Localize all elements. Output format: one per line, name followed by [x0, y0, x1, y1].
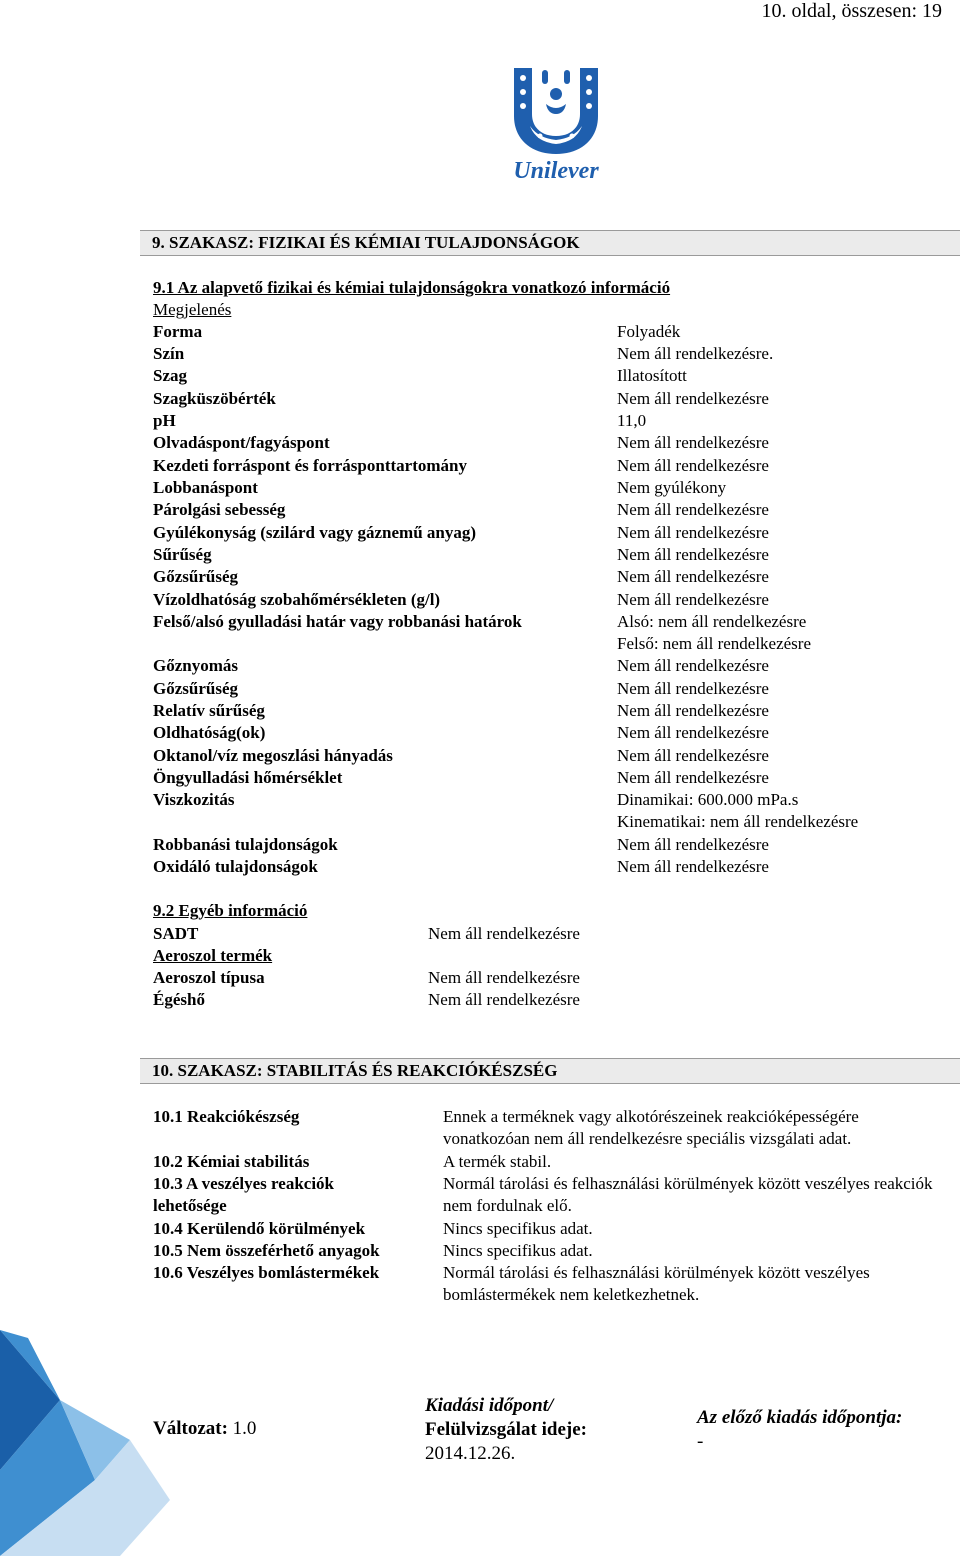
property-row — [0, 344, 960, 366]
prev-value: - — [697, 1431, 704, 1452]
property-value: Nem áll rendelkezésre — [617, 656, 769, 675]
property-row — [0, 567, 960, 589]
reactivity-label: 10.3 A veszélyes reakciók lehetősége — [153, 1174, 334, 1215]
property-row — [0, 701, 960, 723]
property-value: 11,0 — [617, 411, 647, 430]
property-value: Nem áll rendelkezésre — [617, 746, 769, 765]
property-label: Robbanási tulajdonságok — [153, 835, 338, 854]
property-value: Nem áll rendelkezésre — [617, 567, 769, 586]
property-value: Nem áll rendelkezésre — [617, 835, 769, 854]
property-row — [0, 433, 960, 455]
footer-issue-date-block — [425, 1394, 587, 1466]
property-row — [0, 723, 960, 745]
property-label: Viszkozitás — [153, 790, 235, 809]
reactivity-label: 10.1 Reakciókészség — [153, 1107, 300, 1126]
property-label: Sűrűség — [153, 545, 212, 564]
property-value-secondary: Kinematikai: nem áll rendelkezésre — [617, 812, 859, 831]
reactivity-value: Normál tárolási és felhasználási körülmények között veszélyes reakciók nem fordulnak elő. — [443, 1174, 933, 1215]
property-row — [0, 590, 960, 612]
unilever-logo — [500, 64, 612, 184]
section-10-header — [140, 1058, 960, 1084]
property-row — [0, 612, 960, 656]
property-row — [0, 478, 960, 500]
property-value-secondary: Felső: nem áll rendelkezésre — [617, 634, 812, 653]
property-value: Illatosított — [617, 366, 687, 385]
property-row — [0, 545, 960, 567]
property-label: Szag — [153, 366, 187, 385]
section-9-2-heading: 9.2 Egyéb információ — [153, 901, 308, 920]
property-value: Nem áll rendelkezésre — [617, 545, 769, 564]
prev-label: Az előző kiadás időpontja: — [697, 1407, 903, 1428]
property-row — [0, 411, 960, 433]
property-row — [0, 523, 960, 545]
issue-date: 2014.12.26. — [425, 1443, 516, 1464]
property-value: Nem áll rendelkezésre — [617, 389, 769, 408]
property-label: Oxidáló tulajdonságok — [153, 857, 318, 876]
property-value: Nem áll rendelkezésre — [617, 701, 769, 720]
property-row — [0, 746, 960, 768]
property-label: Felső/alsó gyulladási határ vagy robbanási határok — [153, 612, 522, 631]
other-info-value: Nem áll rendelkezésre — [428, 990, 580, 1009]
other-info-row — [0, 968, 960, 990]
property-value: Nem áll rendelkezésre — [617, 679, 769, 698]
property-label: Öngyulladási hőmérséklet — [153, 768, 343, 787]
property-label: Gőzsűrűség — [153, 567, 238, 586]
property-row — [0, 679, 960, 701]
property-label: Kezdeti forráspont és forrásponttartomány — [153, 456, 467, 475]
property-label: Gyúlékonyság (szilárd vagy gáznemű anyag) — [153, 523, 477, 542]
property-row — [0, 835, 960, 857]
issue-label-line1: Kiadási időpont/ — [425, 1395, 554, 1416]
property-value: Nem áll rendelkezésre — [617, 768, 769, 787]
property-row — [0, 322, 960, 344]
section-9-1-subtitle: 9.1 Az alapvető fizikai és kémiai tulajdonságokra vonatkozó információ — [153, 278, 671, 297]
logo-wordmark: Unilever — [513, 158, 599, 184]
reactivity-label: 10.2 Kémiai stabilitás — [153, 1152, 310, 1171]
reactivity-value: Normál tárolási és felhasználási körülmények között veszélyes bomlástermékek nem keletkezhetnek. — [443, 1263, 870, 1304]
property-value: Nem áll rendelkezésre — [617, 857, 769, 876]
property-label: Vízoldhatóság szobahőmérsékleten (g/l) — [153, 590, 441, 609]
property-value: Nem áll rendelkezésre — [617, 523, 769, 542]
other-info-value: Nem áll rendelkezésre — [428, 924, 580, 943]
property-value: Nem áll rendelkezésre — [617, 433, 769, 452]
property-row — [0, 768, 960, 790]
property-label: pH — [153, 411, 176, 430]
property-row — [0, 366, 960, 388]
reactivity-label: 10.5 Nem összeférhető anyagok — [153, 1241, 380, 1260]
property-label: Oktanol/víz megoszlási hányadás — [153, 746, 393, 765]
issue-label-line2: Felülvizsgálat ideje: — [425, 1419, 587, 1440]
other-info-row — [0, 990, 960, 1012]
property-value: Nem áll rendelkezésre — [617, 590, 769, 609]
property-value: Nem áll rendelkezésre — [617, 500, 769, 519]
other-info-label: Aeroszol típusa — [153, 968, 265, 987]
other-info-row — [0, 924, 960, 946]
other-info-label: Aeroszol termék — [153, 946, 273, 965]
footer-version — [153, 1418, 256, 1440]
property-value: Nem áll rendelkezésre — [617, 456, 769, 475]
property-value: Folyadék — [617, 322, 681, 341]
property-label: Gőzsűrűség — [153, 679, 238, 698]
other-info-value: Nem áll rendelkezésre — [428, 968, 580, 987]
reactivity-value: Ennek a terméknek vagy alkotórészeinek reakcióképességére vonatkozóan nem áll rendelkezésre speciális vizsgálati adat. — [443, 1107, 859, 1148]
version-value: 1.0 — [232, 1418, 257, 1439]
other-info-label: SADT — [153, 924, 199, 943]
reactivity-label: 10.6 Veszélyes bomlástermékek — [153, 1263, 380, 1282]
property-value: Dinamikai: 600.000 mPa.s — [617, 790, 799, 809]
property-value: Nem gyúlékony — [617, 478, 727, 497]
section-10-title: 10. SZAKASZ: STABILITÁS ÉS REAKCIÓKÉSZSÉG — [152, 1061, 558, 1080]
property-label: Szagküszöbérték — [153, 389, 276, 408]
section-9-title: 9. SZAKASZ: FIZIKAI ÉS KÉMIAI TULAJDONSÁGOK — [152, 233, 580, 252]
appearance-heading: Megjelenés — [153, 300, 232, 319]
reactivity-label: 10.4 Kerülendő körülmények — [153, 1219, 366, 1238]
page-number: 10. oldal, összesen: 19 — [761, 0, 942, 22]
property-row — [0, 656, 960, 678]
reactivity-value: Nincs specifikus adat. — [443, 1241, 593, 1260]
other-info-row — [0, 946, 960, 968]
property-value: Nem áll rendelkezésre. — [617, 344, 774, 363]
footer-corner-graphic — [0, 1330, 170, 1556]
property-value: Alsó: nem áll rendelkezésre — [617, 612, 807, 631]
reactivity-value: Nincs specifikus adat. — [443, 1219, 593, 1238]
property-row — [0, 857, 960, 879]
property-label: Oldhatóság(ok) — [153, 723, 266, 742]
section-9-header — [140, 230, 960, 256]
property-label: Olvadáspont/fagyáspont — [153, 433, 330, 452]
reactivity-value: A termék stabil. — [443, 1152, 552, 1171]
property-row — [0, 790, 960, 834]
property-label: Gőznyomás — [153, 656, 238, 675]
property-label: Forma — [153, 322, 203, 341]
property-value: Nem áll rendelkezésre — [617, 723, 769, 742]
footer-previous-issue — [697, 1406, 902, 1454]
other-info-label: Égéshő — [153, 990, 205, 1009]
property-label: Relatív sűrűség — [153, 701, 265, 720]
property-label: Szín — [153, 344, 185, 363]
version-label: Változat: — [153, 1418, 228, 1439]
property-row — [0, 389, 960, 411]
property-row — [0, 456, 960, 478]
property-label: Lobbanáspont — [153, 478, 258, 497]
property-label: Párolgási sebesség — [153, 500, 286, 519]
property-row — [0, 500, 960, 522]
